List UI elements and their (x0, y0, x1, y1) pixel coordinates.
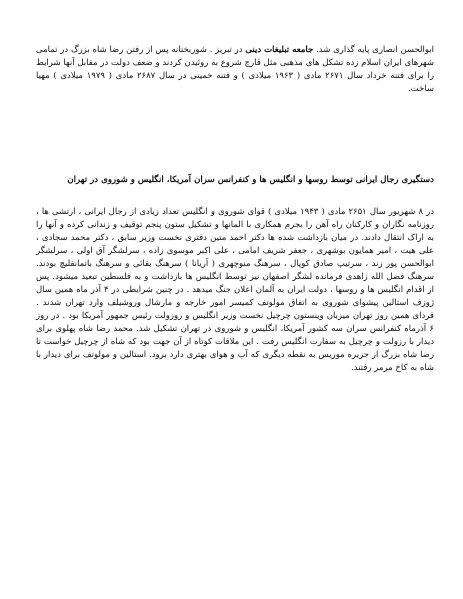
body-paragraph: در ۸ شهریور سال ۲۶۵۱ مادی ( ۱۹۴۳ میلادی ) قوای شوروی و انگلیس تعداد زیادی از رجال ایرانی ، ارتشی ها ، روزنامه نگاران و کارکنان راه آهن را بجرم همکاری با المانها و تشکیل ستون پنجم توقیف و زندانی کرده و آنها را به اراک انتقال دادند. در میان بازداشت شده ها دکتر احمد متین دفتری نخست وزیر سابق ، دکتر محمد سجادی ، علی هیت ، امیر همایون بوشهری ، جعفر شریف امامی ، علی اکبر موسوی زاده ، سرلشگر آق اولی ، سرلشگر ابوالحسن پور زند ، سرتیپ صادق کوپال ، سرهنگ منوچهری ( آریانا ) سرهنگ بقائی و سرهنگ باتمانقلیچ بودند. سرهنگ فضل الله زاهدی فرمانده لشگر اصفهان نیز توسط انگلیس ها بازداشت و به فلسطین تبعید میشود. پس از اقدام انگلیس ها و روسها ، دولت ایران به آلمان اعلان جنگ میدهد . در چنین شرایطی در ۴ آذر ماه همین سال ژوزف استالین پیشوای شوروی به اتفاق مولوتف کمیسر امور خارجه و مارشال وروشیلف وارد تهران شدند . فردای همین روز تهران میزبان وینستون چرچیل نخست وزیر انگلیس و روزولت رئیس جمهور آمریکا بود . در روز ۶ آذرماه کنفرانس سران سه کشور آمریکا، انگلیس و شوروی در تهران تشکیل شد. محمد رضا شاه پهلوی برای دیدار با رزولت و چرچیل به سفارت انگلیس رفت . این ملاقات کوتاه از آن جهت بود که شاه از چرچیل خواست تا رضا شاه بزرگ از جزیره موریس به نقطه دیگری که آب و هوای بهتری دارد برود. استالین و مولوتف برای دیدار با شاه به کاخ مرمر رفتند. (36, 207, 435, 373)
section-heading: دستگیری رجال ایرانی توسط روسها و انگلیس ها و کنفرانس سران آمریکا، انگلیس و شوروی در تهران (67, 175, 434, 185)
intro-paragraph (36, 44, 434, 96)
bold-organization-name: جامعه تبلیغات دینی (245, 45, 314, 55)
paragraph-text: ابوالحسن انصاری پایه گذاری شد. (316, 45, 435, 55)
paragraph-text: در تبریز . شوربختانه پس از رفتن رضا شاه بزرگ در تمامی شهرهای ایران اسلام زده تشکل های مذهبی مثل قارچ شروع به روئیدن کردند و ضعف دولت در مقابل آنها شرایط را برای فتنه خرداد سال ۲۶۷۱ مادی ( ۱۹۶۳ میلادی ) و فتنه خمینی در سال ۲۶۸۷ مادی ( ۱۹۷۹ میلادی ) مهیا ساخت. (36, 45, 434, 94)
